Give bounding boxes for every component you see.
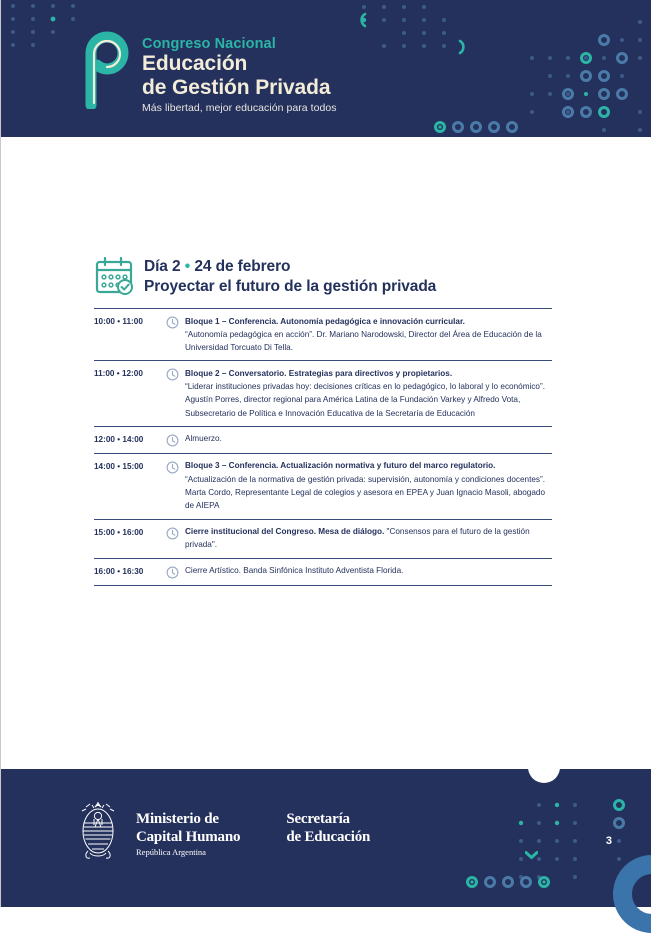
schedule-description xyxy=(185,525,552,552)
schedule-description xyxy=(185,315,552,355)
ministry-line-2: Capital Humano xyxy=(136,828,241,845)
time-end: 16:00 xyxy=(122,527,144,537)
time-separator: • xyxy=(117,527,121,537)
ministry-line-1: Ministerio de xyxy=(136,811,219,827)
logo-p-mark xyxy=(81,31,133,109)
clock-icon xyxy=(166,367,185,382)
calendar-icon xyxy=(94,255,134,297)
schedule-lead: Bloque 1 – Conferencia. Autonomía pedagógica e innovación curricular. xyxy=(185,316,465,326)
schedule-lead: Bloque 3 – Conferencia. Actualización normativa y futuro del marco regulatorio. xyxy=(185,461,496,471)
logo-text-block xyxy=(142,31,337,114)
page-content xyxy=(1,137,651,769)
time-end: 11:00 xyxy=(122,317,143,326)
title-line-1: Educación xyxy=(142,52,248,76)
schedule-detail: “Actualización de la normativa de gestión privada: supervisión, autonomía y condiciones docentes”. Marta Cordo, Representante Legal de colegios y asesora en EPEA y Juan Ignacio Masoli, abogado de AIEPA xyxy=(185,474,546,511)
time-end: 15:00 xyxy=(122,461,144,471)
schedule-detail: Cierre Artístico. Banda Sinfónica Instituto Adventista Florida. xyxy=(185,566,404,576)
secretariat-text xyxy=(286,801,370,846)
argentina-coat-of-arms-icon xyxy=(76,801,120,863)
page-footer xyxy=(1,769,651,907)
header-mid-dot-cluster xyxy=(356,2,496,62)
schedule-row xyxy=(94,520,552,559)
day-title-wrap xyxy=(144,256,436,296)
secretariat-line-1: Secretaría xyxy=(286,811,350,827)
time-start: 15:00 xyxy=(94,527,115,537)
schedule-time xyxy=(94,459,166,473)
schedule-description xyxy=(185,459,552,512)
schedule-detail: “Liderar instituciones privadas hoy: decisiones críticas en lo pedagógico, lo laboral y lo económico”. Agustín Porres, director regional para América Latina de la Fundación Varkey y Alfredo Vota, Subsecretario de Política e Innovación Educativa de la Secretaría de Educación xyxy=(185,382,545,418)
schedule-time xyxy=(94,315,166,329)
schedule-row xyxy=(94,361,552,427)
time-separator: • xyxy=(117,566,121,576)
clock-icon xyxy=(166,459,185,474)
schedule-detail: “Autonomía pedagógica en acción”. Dr. Mariano Narodowski, Director del Área de Educación de la Universidad Torcuato Di Tella. xyxy=(185,329,542,353)
header-decoration-layer xyxy=(1,0,651,137)
time-end: 14:00 xyxy=(122,434,144,444)
time-start: 11:00 xyxy=(94,369,115,379)
schedule-row xyxy=(94,427,552,454)
schedule-time xyxy=(94,564,166,578)
congreso-label: Congreso Nacional xyxy=(142,36,276,52)
schedule-time xyxy=(94,367,166,381)
header-bottom-ring-row xyxy=(431,118,521,137)
time-end: 16:30 xyxy=(122,566,144,576)
page-number: 3 xyxy=(605,835,612,847)
schedule-time xyxy=(94,432,166,446)
schedule-detail: Almuerzo. xyxy=(185,434,222,444)
header-right-ring-cluster xyxy=(522,18,651,137)
clock-icon xyxy=(166,432,185,447)
ministry-line-3: República Argentina xyxy=(136,847,206,858)
time-separator: • xyxy=(117,434,121,444)
schedule-lead: Bloque 2 – Conversatorio. Estrategias para directivos y propietarios. xyxy=(185,368,453,378)
page-header xyxy=(1,0,651,137)
day-subtitle: Proyectar el futuro de la gestión privada xyxy=(144,277,437,295)
time-start: 10:00 xyxy=(94,317,115,326)
time-separator: • xyxy=(116,369,120,379)
day-date: 24 de febrero xyxy=(194,258,291,276)
time-start: 14:00 xyxy=(94,461,115,471)
title-line-2: de Gestión Privada xyxy=(142,75,331,99)
schedule-row xyxy=(94,559,552,586)
schedule-description xyxy=(185,564,552,577)
time-end: 12:00 xyxy=(121,369,143,379)
ministry-text xyxy=(136,801,240,859)
time-start: 12:00 xyxy=(94,434,115,444)
day-heading xyxy=(94,255,436,297)
schedule-list xyxy=(94,308,552,586)
schedule-time xyxy=(94,525,166,539)
chevron-down-icon xyxy=(525,851,538,859)
footer-brand-row xyxy=(76,801,370,863)
time-separator: • xyxy=(117,317,121,326)
schedule-lead: Cierre institucional del Congreso. Mesa de diálogo. xyxy=(185,527,385,537)
time-separator: • xyxy=(117,461,121,471)
day-bullet: • xyxy=(184,258,191,276)
schedule-description xyxy=(185,432,552,445)
footer-ring-row xyxy=(463,873,555,893)
schedule-row xyxy=(94,309,552,361)
secretariat-line-2: de Educación xyxy=(286,828,371,845)
time-start: 16:00 xyxy=(94,566,115,576)
day-label: Día 2 xyxy=(144,258,181,276)
congress-logo xyxy=(81,31,337,114)
schedule-detail: "Consensos para el futuro de la gestión privada". xyxy=(185,527,530,550)
schedule-row xyxy=(94,454,552,520)
schedule-description xyxy=(185,367,552,420)
clock-icon xyxy=(166,525,185,540)
clock-icon xyxy=(166,315,185,330)
clock-icon xyxy=(166,564,185,579)
tagline: Más libertad, mejor educación para todos xyxy=(142,102,337,115)
footer-arch-inner xyxy=(528,769,560,783)
day-title-line xyxy=(144,257,436,276)
